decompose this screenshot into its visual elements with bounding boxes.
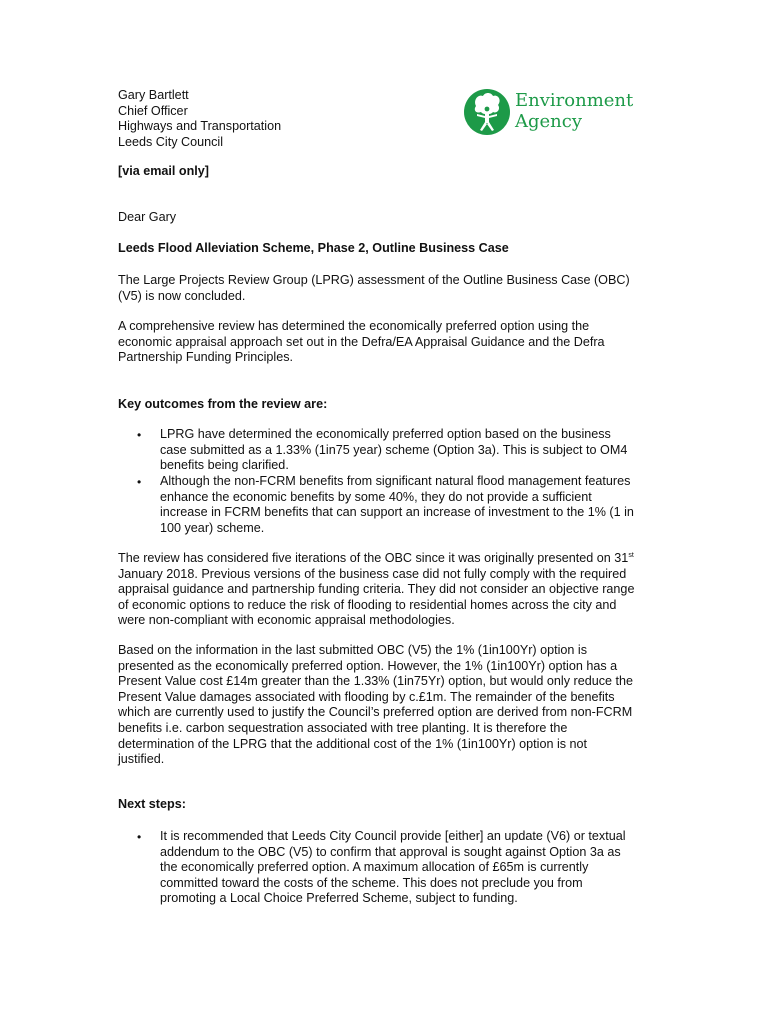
recipient-address xyxy=(118,88,281,150)
logo-wordmark xyxy=(515,90,633,132)
recipient-name: Gary Bartlett xyxy=(118,88,189,102)
paragraph-line: of economic options to reduce the risk of flooding to residential homes across the city and xyxy=(118,597,617,612)
bullet-line: benefits being clarified. xyxy=(160,458,289,473)
paragraph-line: January 2018. Previous versions of the business case did not fully comply with the required xyxy=(118,566,627,581)
bullet-line: LPRG have determined the economically preferred option based on the business xyxy=(160,427,611,441)
paragraph-line: justified. xyxy=(118,752,165,767)
ordinal-suffix: st xyxy=(628,552,634,559)
paragraph-line: The Large Projects Review Group (LPRG) assessment of the Outline Business Case (OBC) xyxy=(118,273,630,287)
paragraph-line: A comprehensive review has determined the economically preferred option using the xyxy=(118,319,590,333)
recipient-role: Chief Officer xyxy=(118,103,188,118)
salutation: Dear Gary xyxy=(118,210,177,224)
bullet-line: It is recommended that Leeds City Council provide [either] an update (V6) or textual xyxy=(160,829,626,843)
paragraph-line: which are currently used to justify the Council’s preferred option are derived from non-FCRM xyxy=(118,705,633,720)
paragraph-line: benefits i.e. carbon sequestration associated with tree planting. It is therefore the xyxy=(118,720,568,735)
bullet-icon: • xyxy=(137,475,142,489)
delivery-note: [via email only] xyxy=(118,164,209,178)
paragraph-3 xyxy=(118,551,658,629)
bullet-item-3 xyxy=(160,829,660,907)
paragraph-line xyxy=(118,551,658,567)
paragraph-line: appraisal guidance and partnership funding criteria. They did not consider an objective range xyxy=(118,582,635,597)
environment-agency-logo xyxy=(462,84,652,140)
bullet-icon: • xyxy=(137,428,142,442)
paragraph-line: presented as the economically preferred option. However, the 1% (1in100Yr) option has a xyxy=(118,658,618,673)
paragraph-line: Partnership Funding Principles. xyxy=(118,350,294,365)
subject-heading: Leeds Flood Alleviation Scheme, Phase 2, Outline Business Case xyxy=(118,241,509,255)
tree-person-icon xyxy=(462,84,512,140)
bullet-line: increase in FCRM benefits that can support an increase of investment to the 1% (1 in xyxy=(160,505,634,520)
next-steps-heading: Next steps: xyxy=(118,797,186,811)
bullet-line: addendum to the OBC (V5) to confirm that approval is sought against Option 3a as xyxy=(160,844,621,859)
bullet-line: case submitted as a 1.33% (1in75 year) scheme (Option 3a). This is subject to OM4 xyxy=(160,442,628,457)
paragraph-4 xyxy=(118,643,658,768)
key-outcomes-heading: Key outcomes from the review are: xyxy=(118,397,328,411)
paragraph-line: Present Value damages associated with flooding by c.£1m. The remainder of the benefits xyxy=(118,689,615,704)
paragraph-line: (V5) is now concluded. xyxy=(118,288,246,303)
recipient-organisation: Leeds City Council xyxy=(118,134,223,149)
recipient-department: Highways and Transportation xyxy=(118,119,282,134)
paragraph-line: Based on the information in the last submitted OBC (V5) the 1% (1in100Yr) option is xyxy=(118,643,588,657)
bullet-icon: • xyxy=(137,830,142,844)
bullet-item-2 xyxy=(160,474,660,536)
logo-line2: Agency xyxy=(515,111,583,132)
paragraph-line: economic appraisal approach set out in the Defra/EA Appraisal Guidance and the Defra xyxy=(118,334,605,349)
paragraph-line: determination of the LPRG that the additional cost of the 1% (1in100Yr) option is not xyxy=(118,736,588,751)
paragraph-2 xyxy=(118,319,658,366)
bullet-line: enhance the economic benefits by some 40%, they do not provide a sufficient xyxy=(160,489,592,504)
paragraph-1 xyxy=(118,273,658,304)
bullet-line: Although the non-FCRM benefits from significant natural flood management features xyxy=(160,474,631,488)
bullet-item-1 xyxy=(160,427,660,474)
bullet-line: promoting a Local Choice Preferred Scheme, subject to funding. xyxy=(160,891,518,906)
paragraph-line-text: The review has considered five iterations of the OBC since it was originally presented on 31 xyxy=(118,551,629,565)
logo-line1: Environment xyxy=(515,90,634,111)
paragraph-line: were non-compliant with economic appraisal methodologies. xyxy=(118,613,455,628)
bullet-line: committed toward the costs of the scheme. This does not preclude you from xyxy=(160,875,583,890)
bullet-line: 100 year) scheme. xyxy=(160,520,265,535)
bullet-line: the economically preferred option. A maximum allocation of £65m is currently xyxy=(160,860,589,875)
paragraph-line: Present Value cost £14m greater than the 1.33% (1in75Yr) option, but would only reduce the xyxy=(118,674,634,689)
